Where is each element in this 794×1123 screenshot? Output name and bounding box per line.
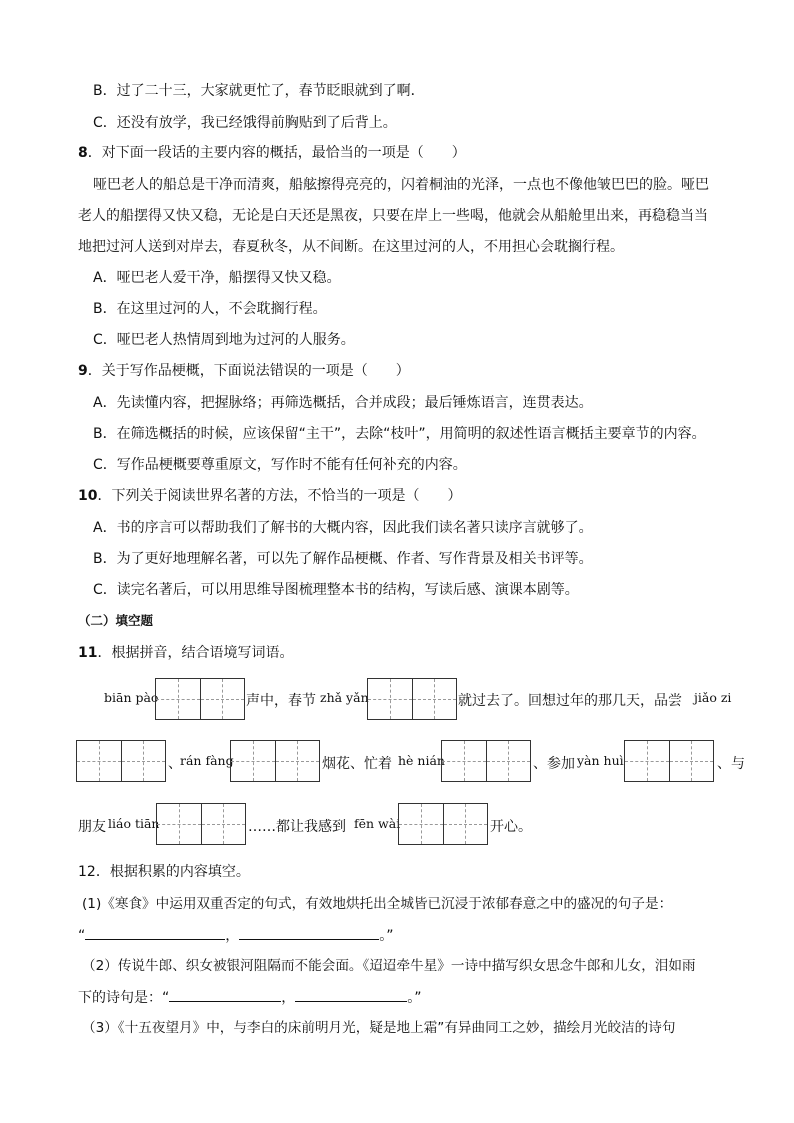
grid-cell[interactable] — [487, 741, 531, 781]
pinyin-yan-hui: yàn huì — [577, 753, 624, 768]
q10-option-c: C．读完名著后，可以用思维导图梳理整本书的结构，写读后感、演课本剧等。 — [93, 582, 579, 598]
q9-number: 9 — [78, 363, 88, 379]
q12-sub1-prompt: (1)《寒食》中运用双重否定的句式，有效地烘托出全城皆已沉浸于浓郁春意之中的盛况的句子是： — [82, 896, 673, 912]
q7-option-c: C．还没有放学，我已经饿得前胸贴到了后背上。 — [93, 115, 397, 131]
q10-stem — [78, 486, 461, 506]
grid-cell[interactable] — [442, 741, 487, 781]
q9-option-b: B．在筛选概括的时候，应该保留“主干”，去除“枝叶”，用简明的叙述性语言概括主要章节的内容。 — [93, 426, 706, 442]
grid-cell[interactable] — [201, 679, 245, 719]
answer-blank[interactable] — [85, 925, 225, 940]
grid-cell[interactable] — [399, 804, 444, 844]
q12-sub2-prompt: （2）传说牛郎、织女被银河阻隔而不能会面。《迢迢牵牛星》一诗中描写织女思念牛郎和儿女，泪如雨 — [82, 958, 696, 974]
q8-passage-line-2: 老人的船摆得又快又稳，无论是白天还是黑夜，只要在岸上一些喝，他就会从船舱里出来，再稳稳当当 — [78, 208, 708, 224]
q11-text: 声中，春节 — [246, 693, 316, 709]
q8-option-c: C．哑巴老人热情周到地为过河的人服务。 — [93, 332, 355, 348]
grid-cell[interactable] — [625, 741, 670, 781]
grid-cell[interactable] — [156, 679, 201, 719]
pinyin-jiao-zi: jiǎo zi — [694, 690, 732, 705]
q8-stem-text: ．对下面一段话的主要内容的概括，最恰当的一项是（ ） — [87, 145, 466, 161]
q8-stem — [78, 143, 466, 163]
q11-stem-text: ．根据拼音，结合语境写词语。 — [97, 645, 294, 661]
q8-passage-line-1: 哑巴老人的船总是干净而清爽，船舷擦得亮亮的，闪着桐油的光泽，一点也不像他皱巴巴的脸。哑巴 — [93, 177, 709, 193]
quote-close: 。” — [379, 928, 394, 944]
grid-cell[interactable] — [231, 741, 276, 781]
q11-text: 、 — [168, 756, 182, 772]
answer-grid-jiao-zi[interactable] — [76, 740, 166, 782]
q12-sub2-answer-line — [78, 987, 422, 1008]
grid-cell[interactable] — [122, 741, 166, 781]
grid-cell[interactable] — [413, 679, 457, 719]
q11-text: 、参加 — [533, 756, 575, 772]
comma: ， — [225, 928, 240, 944]
q11-text: 朋友 — [78, 819, 106, 835]
q11-text: 、与 — [717, 756, 745, 772]
q12-stem: 12．根据积累的内容填空。 — [78, 864, 250, 880]
q10-option-b: B．为了更好地理解名著，可以先了解作品梗概、作者、写作背景及相关书评等。 — [93, 551, 593, 567]
grid-cell[interactable] — [444, 804, 488, 844]
answer-grid-he-nian[interactable] — [441, 740, 531, 782]
answer-blank[interactable] — [295, 987, 407, 1002]
answer-grid-ran-fang[interactable] — [230, 740, 320, 782]
q8-passage-line-3: 地把过河人送到对岸去，春夏秋冬，从不间断。在这里过河的人，不用担心会耽搁行程。 — [78, 239, 624, 255]
grid-cell[interactable] — [202, 804, 246, 844]
answer-grid-liao-tian[interactable] — [156, 803, 246, 845]
q7-option-b: B．过了二十三，大家就更忙了，春节眨眼就到了啊． — [93, 83, 425, 99]
answer-blank[interactable] — [239, 925, 379, 940]
answer-prefix: 下的诗句是：“ — [78, 990, 170, 1006]
q11-text: 开心。 — [490, 819, 532, 835]
comma: ， — [281, 990, 296, 1006]
answer-grid-yan-hui[interactable] — [624, 740, 714, 782]
q11-stem — [78, 643, 293, 663]
quote-close: 。” — [407, 990, 422, 1006]
section-fill-in-title: （二）填空题 — [78, 613, 154, 628]
q12-sub1-answer-line — [78, 925, 394, 946]
grid-cell[interactable] — [276, 741, 320, 781]
q8-number: 8 — [78, 145, 88, 161]
q11-text: ……都让我感到 — [248, 819, 346, 835]
grid-cell[interactable] — [670, 741, 714, 781]
q11-text: 烟花、忙着 — [322, 756, 392, 772]
answer-grid-zha-yan[interactable] — [367, 678, 457, 720]
q9-stem-text: ．关于写作品梗概，下面说法错误的一项是（ ） — [87, 363, 410, 379]
grid-cell[interactable] — [157, 804, 202, 844]
q10-stem-text: ．下列关于阅读世界名著的方法，不恰当的一项是（ ） — [97, 488, 462, 504]
q8-option-b: B．在这里过河的人，不会耽搁行程。 — [93, 301, 327, 317]
q11-text: 就过去了。回想过年的那几天，品尝 — [458, 693, 682, 709]
q9-option-c: C．写作品梗概要尊重原文，写作时不能有任何补充的内容。 — [93, 457, 467, 473]
q9-stem — [78, 361, 410, 381]
pinyin-bian-pao: biān pào — [104, 690, 159, 705]
answer-grid-bian-pao[interactable] — [155, 678, 245, 720]
pinyin-liao-tian: liáo tiān — [108, 816, 160, 831]
q10-number: 10 — [78, 488, 98, 504]
q12-sub3-prompt: （3）《十五夜望月》中，与李白的床前明月光，疑是地上霜”有异曲同工之妙，描绘月光皎洁的诗句 — [82, 1020, 676, 1036]
pinyin-zha-yan: zhǎ yǎn — [320, 690, 369, 705]
answer-blank[interactable] — [169, 987, 281, 1002]
grid-cell[interactable] — [368, 679, 413, 719]
pinyin-he-nian: hè nián — [398, 753, 445, 768]
grid-cell[interactable] — [77, 741, 122, 781]
quote-open: “ — [78, 928, 86, 944]
pinyin-ran-fang: rán fàng — [180, 753, 234, 768]
q11-number: 11 — [78, 645, 98, 661]
q9-option-a: A．先读懂内容，把握脉络；再筛选概括，合并成段；最后锤炼语言，连贯表达。 — [93, 395, 593, 411]
q10-option-a: A．书的序言可以帮助我们了解书的大概内容，因此我们读名著只读序言就够了。 — [93, 520, 593, 536]
answer-grid-fen-wai[interactable] — [398, 803, 488, 845]
q8-option-a: A．哑巴老人爱干净，船摆得又快又稳。 — [93, 270, 341, 286]
pinyin-fen-wai: fēn wài — [354, 816, 401, 831]
